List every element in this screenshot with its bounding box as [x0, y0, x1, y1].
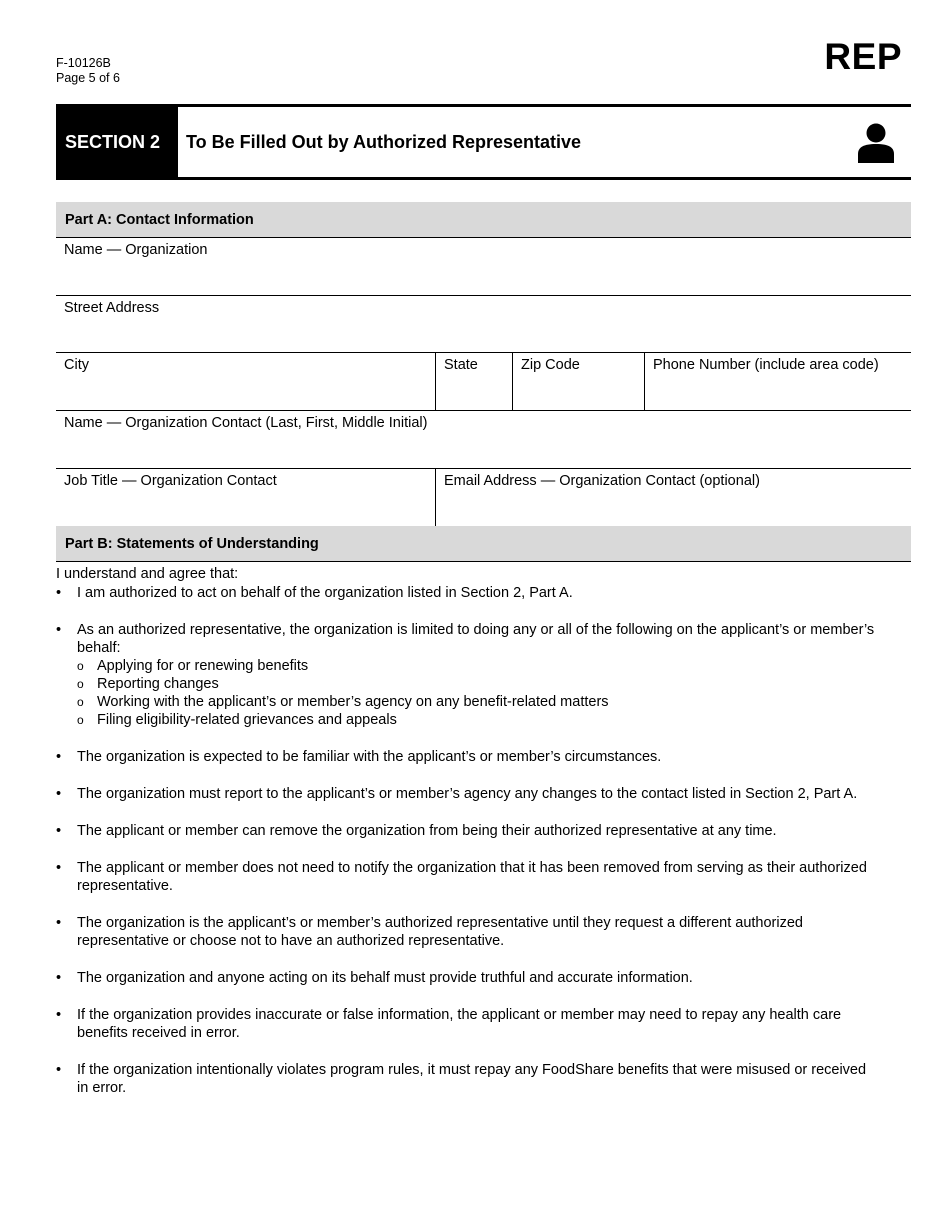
email-label: Email Address — Organization Contact (optional)	[444, 473, 760, 489]
statements-intro: I understand and agree that:	[56, 566, 239, 582]
zip-field	[512, 353, 645, 410]
phone-input[interactable]	[653, 377, 903, 393]
contact-name-label: Name — Organization Contact (Last, First, Middle Initial)	[64, 415, 428, 431]
state-label: State	[444, 357, 478, 373]
sub-list-item: o Filing eligibility-related grievances and appeals	[77, 711, 876, 729]
section-label: SECTION 2	[56, 107, 178, 177]
contact-name-field	[56, 411, 911, 468]
state-field	[435, 353, 513, 410]
statement-item: • The organization is the applicant’s or member’s authorized representative until they request a different authorized representative or choose not to have an authorized representative.	[56, 914, 876, 950]
person-icon	[857, 123, 895, 163]
org-name-input[interactable]	[64, 262, 903, 278]
statement-item: • If the organization provides inaccurate or false information, the applicant or member may need to repay any health care benefits received in error.	[56, 1006, 876, 1042]
statement-item: • I am authorized to act on behalf of the organization listed in Section 2, Part A.	[56, 584, 876, 602]
city-input[interactable]	[64, 377, 428, 393]
section-header	[56, 104, 911, 180]
street-input[interactable]	[64, 320, 903, 336]
form-number: F-10126B	[56, 56, 111, 70]
job-title-input[interactable]	[64, 493, 428, 509]
zip-input[interactable]	[521, 377, 637, 393]
state-input[interactable]	[444, 377, 505, 393]
form-identifier	[56, 56, 120, 86]
city-label: City	[64, 357, 89, 373]
job-title-field	[56, 469, 436, 526]
statement-item: • The organization and anyone acting on its behalf must provide truthful and accurate information.	[56, 969, 876, 987]
contact-name-input[interactable]	[64, 435, 903, 451]
page-number: Page 5 of 6	[56, 71, 120, 85]
org-name-field	[56, 238, 911, 295]
street-row	[56, 296, 911, 353]
statement-item	[56, 621, 876, 729]
statement-item: • The organization must report to the applicant’s or member’s agency any changes to the contact listed in Section 2, Part A.	[56, 785, 876, 803]
job-title-label: Job Title — Organization Contact	[64, 473, 277, 489]
statements-of-understanding	[56, 565, 876, 1116]
email-input[interactable]	[444, 493, 903, 509]
statement-text: As an authorized representative, the organization is limited to doing any or all of the following on the applicant’s or member’s behalf:	[77, 622, 875, 656]
statement-item: • If the organization intentionally violates program rules, it must repay any FoodShare benefits that were misused or received in error.	[56, 1061, 876, 1097]
statement-item: • The organization is expected to be familiar with the applicant’s or member’s circumstances.	[56, 748, 876, 766]
street-label: Street Address	[64, 300, 160, 316]
statement-item: • The applicant or member does not need to notify the organization that it has been removed from serving as their authorized representative.	[56, 859, 876, 895]
part-a-header: Part A: Contact Information	[56, 202, 911, 238]
zip-label: Zip Code	[521, 357, 580, 373]
email-field	[435, 469, 911, 526]
section-title: To Be Filled Out by Authorized Representative	[186, 131, 582, 152]
statement-item: • The applicant or member can remove the organization from being their authorized representative at any time.	[56, 822, 876, 840]
job-email-row	[56, 469, 911, 526]
city-field	[56, 353, 436, 410]
sub-list-item: o Applying for or renewing benefits	[77, 657, 876, 675]
city-state-zip-row	[56, 353, 911, 411]
permitted-actions-list	[77, 657, 876, 729]
phone-field	[644, 353, 911, 410]
form-code: REP	[824, 36, 902, 77]
sub-list-item: o Working with the applicant’s or member’s agency on any benefit-related matters	[77, 693, 876, 711]
contact-name-row	[56, 411, 911, 469]
sub-list-item: o Reporting changes	[77, 675, 876, 693]
statement-list	[56, 584, 876, 1097]
street-field	[56, 296, 911, 352]
org-name-label: Name — Organization	[64, 242, 208, 258]
part-b-header: Part B: Statements of Understanding	[56, 526, 911, 562]
phone-label: Phone Number (include area code)	[653, 357, 879, 373]
org-name-row	[56, 238, 911, 296]
